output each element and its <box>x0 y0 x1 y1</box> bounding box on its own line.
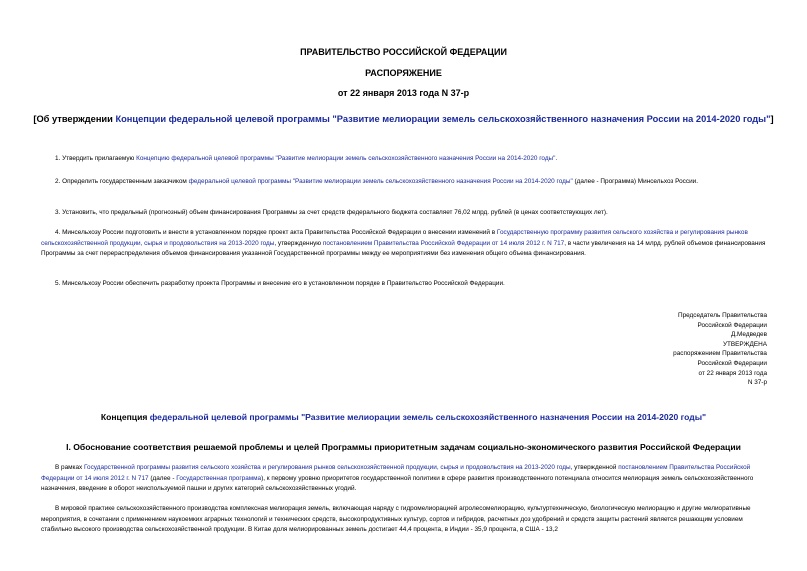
signature-position: Председатель Правительства <box>678 312 767 319</box>
section-1-paragraph-1 <box>41 463 773 495</box>
item-1 <box>41 154 771 165</box>
item-1-text: 1. Утвердить прилагаемую <box>55 155 137 162</box>
approved-label: УТВЕРЖДЕНА <box>722 340 767 348</box>
concept-title <box>0 412 807 422</box>
item-2-link[interactable]: федеральной целевой программы "Развитие мелиорации земель сельскохозяйственного назначения России на 2014-2020 годы" <box>188 178 573 185</box>
section-1-p1-mid: , утвержденной <box>570 464 619 471</box>
section-1-p1-mid2: (далее - <box>148 474 177 482</box>
title-close: ] <box>770 114 774 124</box>
item-3: 3. Установить, что предельный (прогнозный) объем финансирования Программы за счет средств федерального бюджета составляет 76,02 млрд. рублей (в ценах соответствующих лет). <box>55 209 608 216</box>
section-1-p1-link-resolution[interactable]: постановлением Правительства Российской Федерации от 14 июля 2012 г. N 717 <box>41 464 751 482</box>
signature-block <box>567 311 767 388</box>
title-concept-link[interactable]: Концепции федеральной целевой программы "Развитие мелиорации земель сельскохозяйственного назначения России на 2014-2020 годы" <box>115 114 771 124</box>
signature-name: Д.Медведев <box>730 331 767 339</box>
item-2-text: 2. Определить государственным заказчиком <box>55 178 189 185</box>
item-4-mid: , утвержденную <box>274 239 323 247</box>
section-1-p1-link-program[interactable]: Государственной программы развития сельского хозяйства и регулирования рынков сельскохозяйственной продукции, сырья и продовольствия на 2013-2020 годы <box>84 464 571 471</box>
approved-country: Российской Федерации <box>697 359 767 367</box>
title-open: [Об утверждении <box>33 114 116 124</box>
approved-date: от 22 января 2013 года <box>698 369 767 377</box>
section-1-p1-link-state-program[interactable]: Государственная программа <box>176 474 262 482</box>
signature-country: Российской Федерации <box>697 321 767 329</box>
item-2-end: (далее - Программа) Минсельхоз России. <box>572 178 698 185</box>
approved-number: N 37-р <box>747 379 767 387</box>
item-4-link-resolution[interactable]: постановлением Правительства Российской Федерации от 14 июля 2012 г. N 717 <box>322 239 565 247</box>
approved-by: распоряжением Правительства <box>673 350 767 358</box>
section-1-p1-end: ), к первому уровню приоритетов государственной политики в сфере развития производственного потенциала относится мелиорация земель сельскохозяйственного назначения, введение в оборот неиспользуемой пашни и других категорий сельскохозяйственных угодий. <box>41 474 754 492</box>
concept-title-link[interactable]: федеральной целевой программы "Развитие мелиорации земель сельскохозяйственного назначения России на 2014-2020 годы" <box>149 412 707 422</box>
item-4 <box>41 228 773 260</box>
item-2 <box>41 177 769 188</box>
section-1-paragraph-2: В мировой практике сельскохозяйственного производства комплексная мелиорация земель, включающая наряду с гидромелиорацией агролесомелиорацию, культуртехническую, биологическую мелиорацию и другие мелиоративные мероприятия, в сочетании с применением наукоемких аграрных технологий и технических средств, высокопродуктивных культур, сортов и гибридов, расчетных доз удобрений и средств защиты растений является решающим условием стабильно высокого производства сельскохозяйственной продукции. В Китае доля мелиорированных земель достигает 44,4 процента, в Индии - 35,9 процента, в США - 13,2 <box>41 505 751 533</box>
concept-title-pre: Концепция <box>100 412 150 422</box>
section-1-p1-text: В рамках <box>55 464 85 471</box>
item-1-end: . <box>555 155 558 162</box>
document-type: РАСПОРЯЖЕНИЕ <box>365 68 442 78</box>
item-4-text: 4. Минсельхозу России подготовить и внести в установленном порядке проект акта Правительства Российской Федерации о внесении изменений в <box>55 229 497 236</box>
item-1-link[interactable]: Концепцию федеральной целевой программы "Развитие мелиорации земель сельскохозяйственного назначения России на 2014-2020 годы" <box>136 155 556 162</box>
section-1-heading: I. Обоснование соответствия решаемой проблемы и целей Программы приоритетным задачам социально-экономического развития Российской Федерации <box>66 442 741 452</box>
document-date: от 22 января 2013 года N 37-р <box>337 88 470 98</box>
document-title <box>0 114 807 124</box>
government-header: ПРАВИТЕЛЬСТВО РОССИЙСКОЙ ФЕДЕРАЦИИ <box>300 47 507 57</box>
item-4-end: , в части увеличения на 14 млрд. рублей объемов финансирования Программы за счет перераспределения объемов финансирования указанной Государственной программы между ее мероприятиями без изменения общего объема финансирования. <box>41 239 766 257</box>
item-4-link-program[interactable]: Государственную программу развития сельского хозяйства и регулирования рынков сельскохозяйственной продукции, сырья и продовольствия на 2013-2020 годы <box>41 229 748 247</box>
item-5: 5. Минсельхозу России обеспечить разработку проекта Программы и внесение его в установленном порядке в Правительство Российской Федерации. <box>55 280 505 287</box>
